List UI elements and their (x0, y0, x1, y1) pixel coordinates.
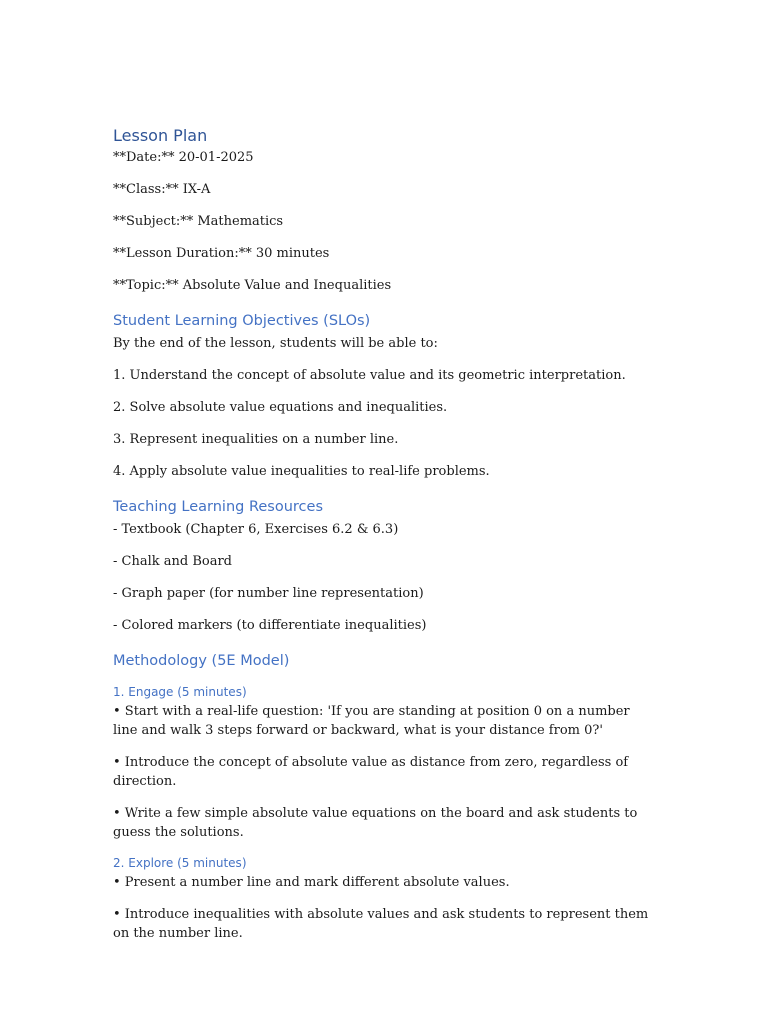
resource-item: - Colored markers (to differentiate inequalities) (113, 618, 427, 633)
document-page (113, 126, 658, 943)
resource-item: - Textbook (Chapter 6, Exercises 6.2 & 6.3) (113, 522, 399, 537)
slo-intro: By the end of the lesson, students will be able to: (113, 336, 438, 351)
explore-heading: 2. Explore (5 minutes) (113, 856, 247, 870)
explore-item: • Introduce inequalities with absolute values and ask students to represent them on the number line. (113, 907, 649, 941)
resources-heading: Teaching Learning Resources (113, 499, 324, 515)
slo-item: 1. Understand the concept of absolute value and its geometric interpretation. (113, 368, 626, 383)
slo-section (113, 334, 658, 481)
slo-item: 3. Represent inequalities on a number line. (113, 432, 399, 447)
engage-item: • Introduce the concept of absolute value as distance from zero, regardless of direction. (113, 755, 629, 789)
slo-item: 4. Apply absolute value inequalities to real-life problems. (113, 464, 490, 479)
explore-section (113, 873, 658, 943)
methodology-heading: Methodology (5E Model) (113, 653, 290, 669)
meta-subject: **Subject:** Mathematics (113, 214, 284, 229)
meta-topic: **Topic:** Absolute Value and Inequalities (113, 278, 392, 293)
meta-class: **Class:** IX-A (113, 182, 211, 197)
engage-item: • Start with a real-life question: 'If you are standing at position 0 on a number line and walk 3 steps forward or backward, what is your distance from 0?' (113, 704, 630, 738)
slo-item: 2. Solve absolute value equations and inequalities. (113, 400, 448, 415)
slo-heading: Student Learning Objectives (SLOs) (113, 313, 371, 329)
engage-section (113, 702, 658, 842)
resource-item: - Chalk and Board (113, 554, 233, 569)
document-title: Lesson Plan (113, 126, 208, 145)
engage-heading: 1. Engage (5 minutes) (113, 685, 247, 699)
resource-item: - Graph paper (for number line representation) (113, 586, 424, 601)
engage-item: • Write a few simple absolute value equations on the board and ask students to guess the solutions. (113, 806, 638, 840)
explore-item: • Present a number line and mark different absolute values. (113, 875, 510, 890)
resources-section (113, 520, 658, 635)
meta-duration: **Lesson Duration:** 30 minutes (113, 246, 330, 261)
meta-date: **Date:** 20-01-2025 (113, 150, 254, 165)
lesson-meta (113, 148, 658, 295)
